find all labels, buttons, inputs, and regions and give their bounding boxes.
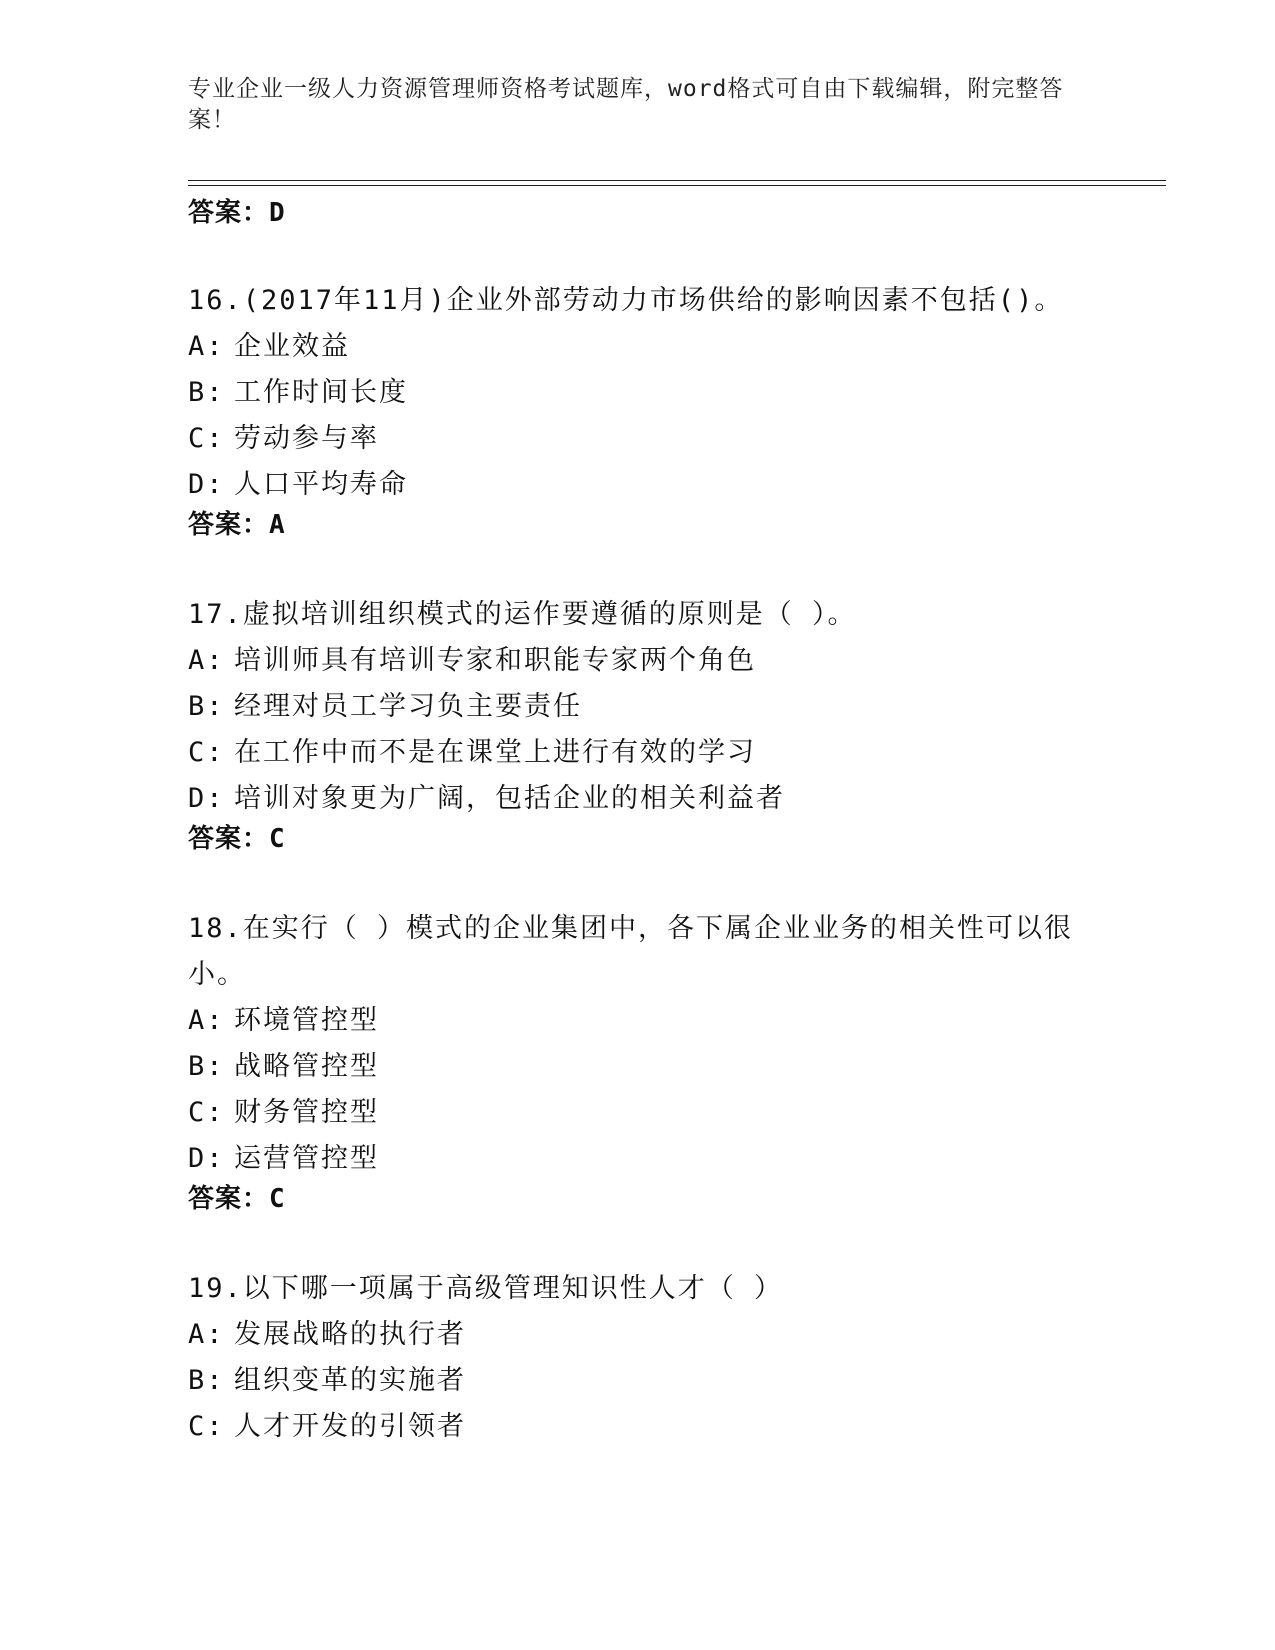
option-text: 组织变革的实施者 — [234, 1365, 466, 1396]
option-letter: D: — [188, 1143, 225, 1174]
option-letter: D: — [188, 469, 225, 500]
option-text: 劳动参与率 — [234, 423, 379, 454]
option-text: 工作时间长度 — [234, 377, 408, 408]
option-text: 培训师具有培训专家和职能专家两个角色 — [234, 645, 756, 676]
option-c — [188, 1404, 1088, 1450]
question-19 — [188, 1266, 1088, 1450]
question-18 — [188, 906, 1088, 1222]
option-c — [188, 1090, 1088, 1136]
option-a — [188, 324, 1088, 370]
option-letter: B: — [188, 377, 225, 408]
option-a — [188, 638, 1088, 684]
spacer — [188, 548, 1088, 592]
option-letter: C: — [188, 1097, 225, 1128]
option-d — [188, 462, 1088, 508]
header-note: 专业企业一级人力资源管理师资格考试题库，word格式可自由下载编辑，附完整答案！ — [188, 76, 1064, 133]
option-text: 财务管控型 — [234, 1097, 379, 1128]
question-17 — [188, 592, 1088, 862]
answer-line: 答案：A — [188, 510, 286, 540]
option-text: 环境管控型 — [234, 1005, 379, 1036]
previous-answer: 答案：D — [188, 198, 286, 228]
option-b — [188, 684, 1088, 730]
option-a — [188, 998, 1088, 1044]
answer-line: 答案：C — [188, 1184, 286, 1214]
option-text: 培训对象更为广阔，包括企业的相关利益者 — [234, 783, 785, 814]
option-text: 企业效益 — [234, 331, 350, 362]
option-b — [188, 370, 1088, 416]
option-letter: B: — [188, 1365, 225, 1396]
option-letter: C: — [188, 737, 225, 768]
answer-line: 答案：C — [188, 824, 286, 854]
option-b — [188, 1358, 1088, 1404]
option-text: 在工作中而不是在课堂上进行有效的学习 — [234, 737, 756, 768]
option-a — [188, 1312, 1088, 1358]
option-text: 发展战略的执行者 — [234, 1319, 466, 1350]
option-text: 战略管控型 — [234, 1051, 379, 1082]
header-divider-top — [188, 180, 1166, 181]
header-divider-bottom — [188, 185, 1166, 186]
option-letter: A: — [188, 645, 225, 676]
question-stem: 16.(2017年11月)企业外部劳动力市场供给的影响因素不包括()。 — [188, 285, 1064, 316]
option-letter: C: — [188, 423, 225, 454]
option-letter: D: — [188, 783, 225, 814]
option-letter: A: — [188, 331, 225, 362]
option-letter: B: — [188, 691, 225, 722]
option-c — [188, 730, 1088, 776]
option-c — [188, 416, 1088, 462]
spacer — [188, 1222, 1088, 1266]
question-stem: 19.以下哪一项属于高级管理知识性人才（ ） — [188, 1273, 784, 1304]
option-text: 运营管控型 — [234, 1143, 379, 1174]
option-letter: A: — [188, 1005, 225, 1036]
question-stem: 17.虚拟培训组织模式的运作要遵循的原则是（ ）。 — [188, 599, 857, 630]
option-text: 经理对员工学习负主要责任 — [234, 691, 582, 722]
question-16 — [188, 278, 1088, 548]
option-letter: B: — [188, 1051, 225, 1082]
option-b — [188, 1044, 1088, 1090]
spacer — [188, 862, 1088, 906]
question-list — [188, 196, 1088, 1450]
option-text: 人才开发的引领者 — [234, 1411, 466, 1442]
option-d — [188, 776, 1088, 822]
question-stem: 18.在实行（ ）模式的企业集团中，各下属企业业务的相关性可以很小。 — [188, 913, 1074, 990]
option-text: 人口平均寿命 — [234, 469, 408, 500]
option-d — [188, 1136, 1088, 1182]
option-letter: A: — [188, 1319, 225, 1350]
option-letter: C: — [188, 1411, 225, 1442]
